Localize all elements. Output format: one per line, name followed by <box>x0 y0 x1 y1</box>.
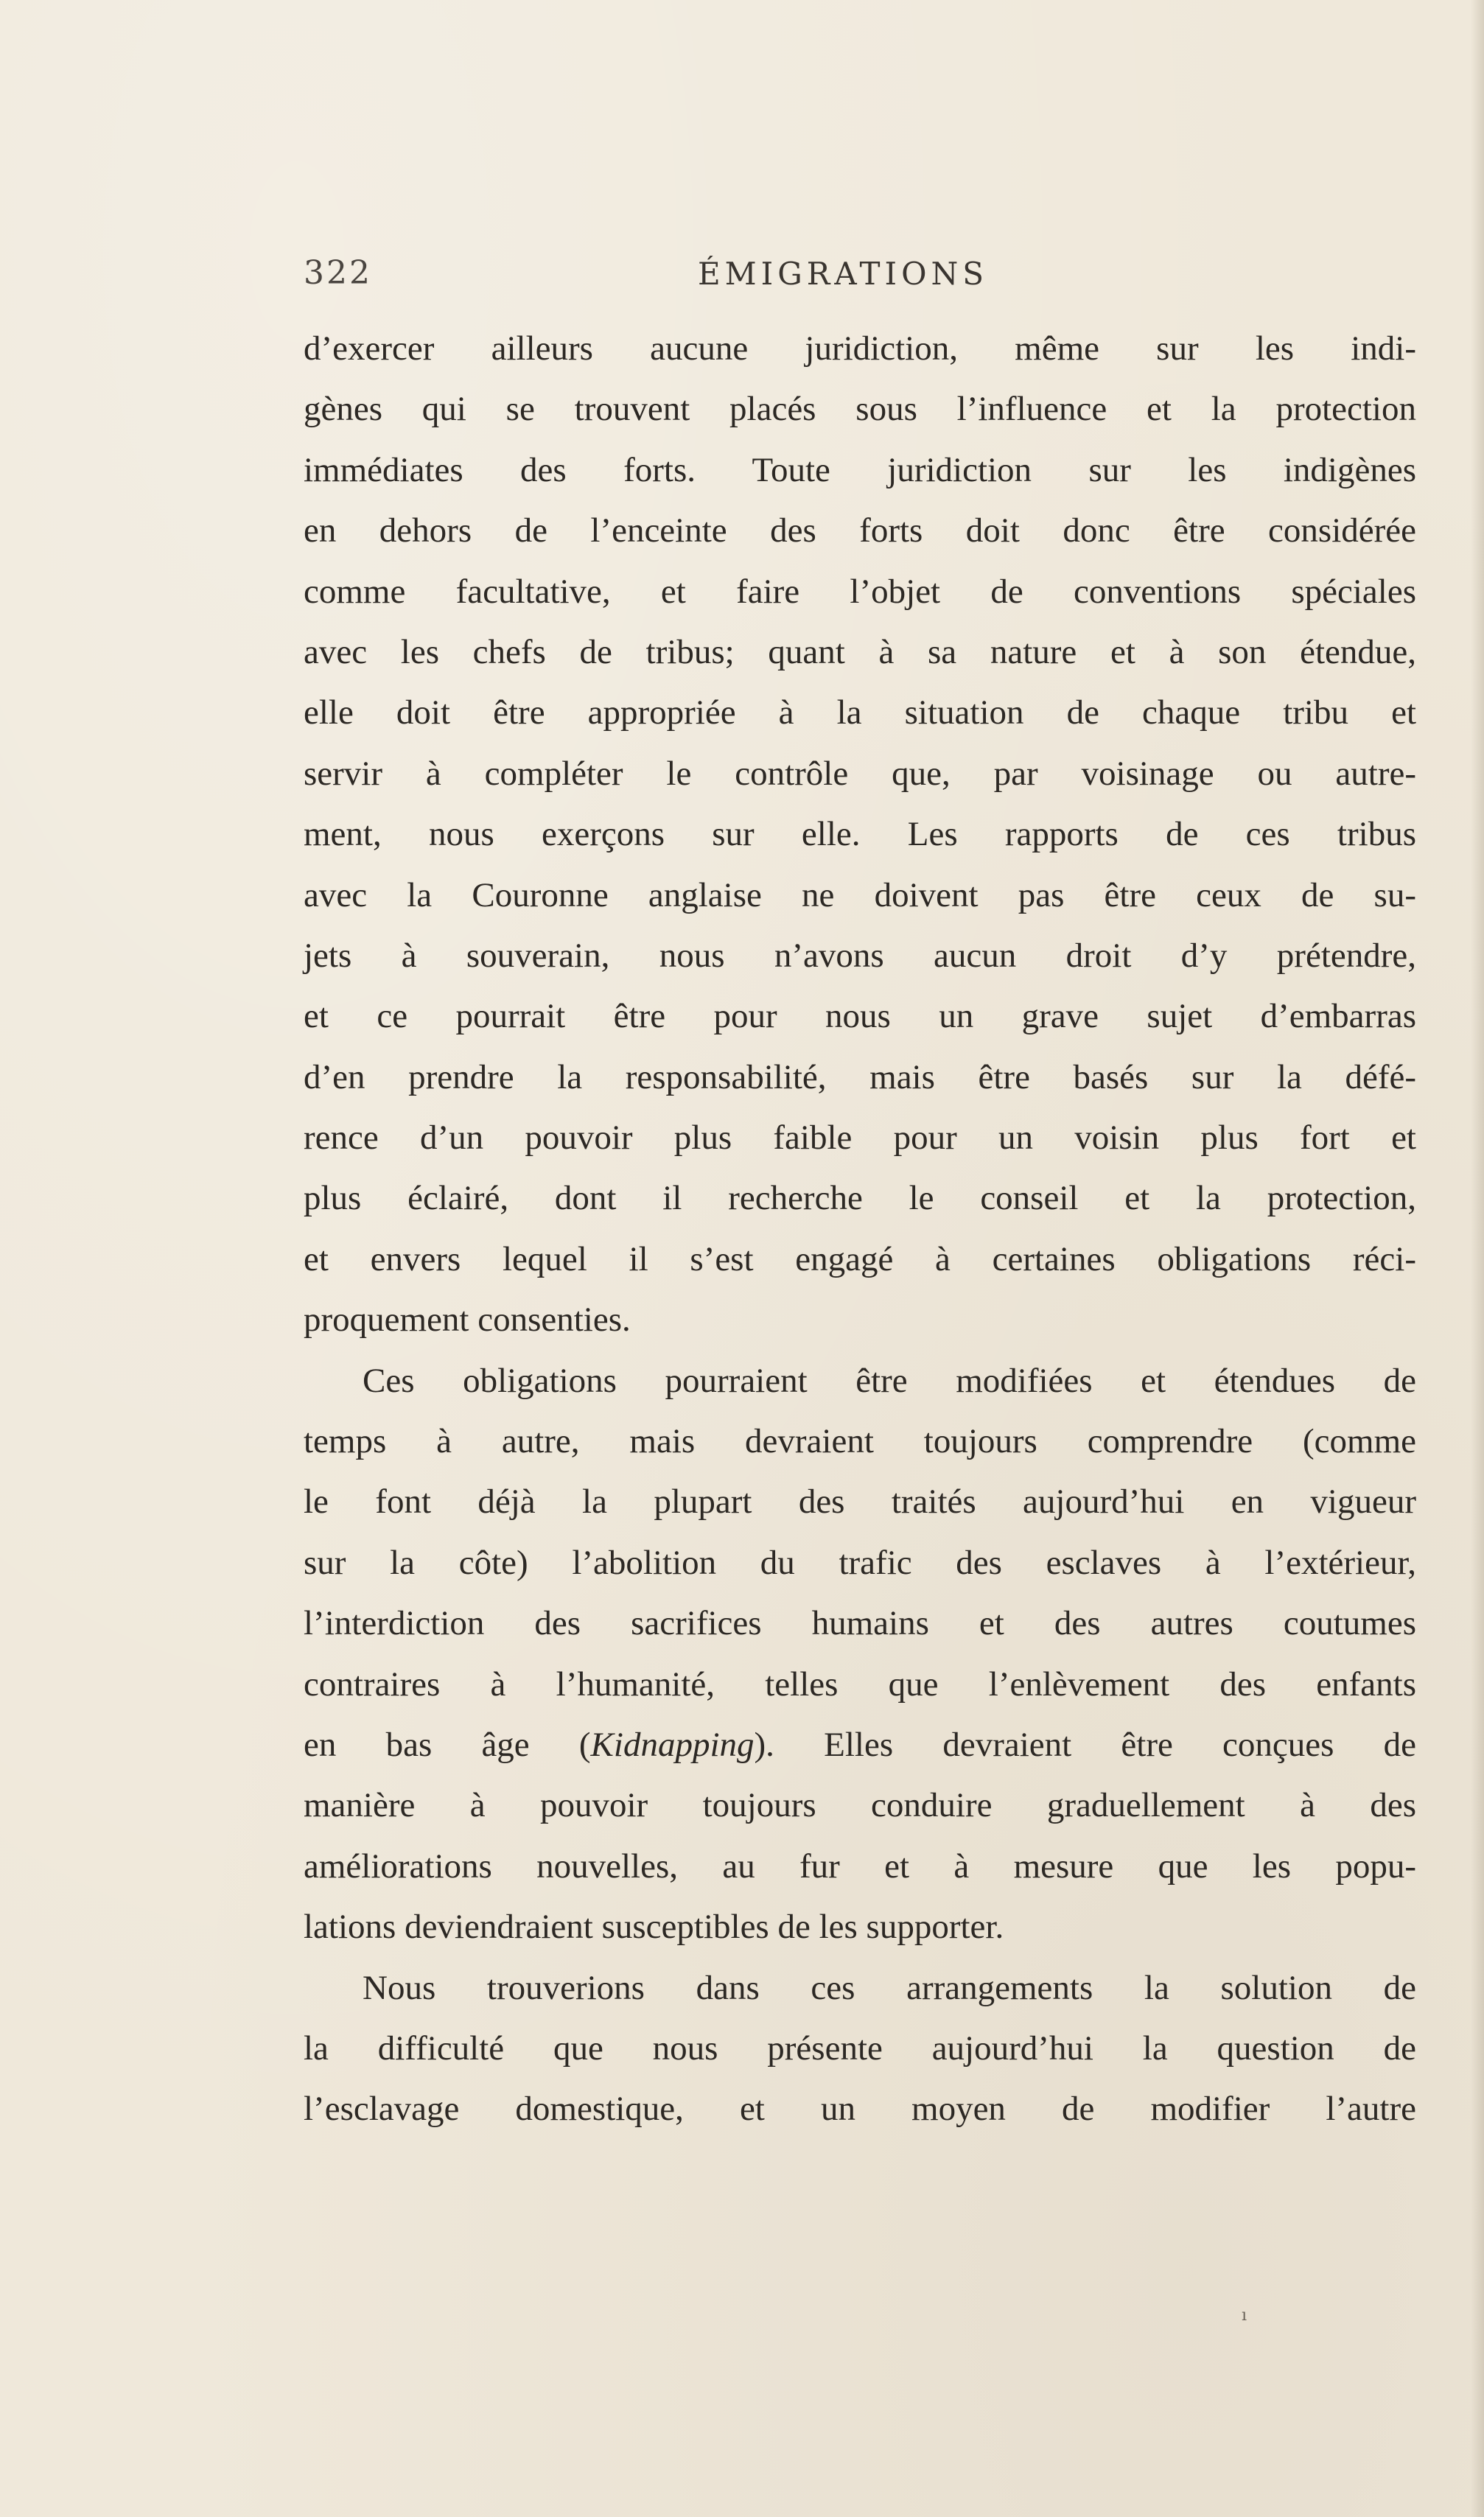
text-line: en bas âge (Kidnapping). Elles devraient être conçues de <box>304 1725 1416 1764</box>
text-line: d’en prendre la responsabilité, mais être basés sur la défé- <box>304 1057 1416 1096</box>
text-line: l’interdiction des sacrifices humains et des autres coutumes <box>304 1604 1416 1643</box>
text-line: sur la côte) l’abolition du trafic des esclaves à l’extérieur, <box>304 1543 1416 1582</box>
text-line: la difficulté que nous présente aujourd’hui la question de <box>304 2028 1416 2068</box>
text-line: et ce pourrait être pour nous un grave sujet d’embarras <box>304 997 1416 1036</box>
text-line: d’exercer ailleurs aucune juridiction, même sur les indi- <box>304 329 1416 368</box>
text-line: servir à compléter le contrôle que, par voisinage ou autre- <box>304 754 1416 793</box>
text-line: en dehors de l’enceinte des forts doit donc être considérée <box>304 511 1416 550</box>
text-line: manière à pouvoir toujours conduire graduellement à des <box>304 1786 1416 1825</box>
text-line: comme facultative, et faire l’objet de conventions spéciales <box>304 572 1416 611</box>
running-head: ÉMIGRATIONS <box>698 256 989 292</box>
page-header <box>304 254 1438 298</box>
text-line: améliorations nouvelles, au fur et à mesure que les popu- <box>304 1846 1416 1886</box>
text-line: avec la Couronne anglaise ne doivent pas être ceux de su- <box>304 875 1416 914</box>
text-line: elle doit être appropriée à la situation de chaque tribu et <box>304 693 1416 732</box>
text-line: et envers lequel il s’est engagé à certaines obligations réci- <box>304 1239 1416 1278</box>
text-line: Nous trouverions dans ces arrangements la solution de <box>363 1968 1416 2007</box>
text-line: jets à souverain, nous n’avons aucun droit d’y prétendre, <box>304 936 1416 975</box>
text-line: ment, nous exerçons sur elle. Les rapports de ces tribus <box>304 815 1416 854</box>
text-line: immédiates des forts. Toute juridiction sur les indigènes <box>304 450 1416 489</box>
text-line: le font déjà la plupart des traités aujourd’hui en vigueur <box>304 1482 1416 1522</box>
text-line: rence d’un pouvoir plus faible pour un voisin plus fort et <box>304 1119 1416 1158</box>
italic-term: Kidnapping <box>590 1725 755 1764</box>
text-line: proquement consenties. <box>304 1300 631 1340</box>
text-line: temps à autre, mais devraient toujours comprendre (comme <box>304 1422 1416 1461</box>
text-line: contraires à l’humanité, telles que l’enlèvement des enfants <box>304 1664 1416 1704</box>
page-edge-shadow <box>1471 0 1484 2517</box>
text-line: avec les chefs de tribus; quant à sa nature et à son étendue, <box>304 632 1416 671</box>
text-line: plus éclairé, dont il recherche le conseil et la protection, <box>304 1179 1416 1218</box>
text-line: lations deviendraient susceptibles de les supporter. <box>304 1908 1004 1947</box>
signature-mark: ı <box>1242 2306 1247 2325</box>
page-number: 322 <box>304 254 372 292</box>
text-line: Ces obligations pourraient être modifiées et étendues de <box>363 1361 1416 1400</box>
text-line: l’esclavage domestique, et un moyen de modifier l’autre <box>304 2090 1416 2129</box>
text-line: gènes qui se trouvent placés sous l’influence et la protection <box>304 390 1416 429</box>
body-text <box>304 318 1416 2140</box>
